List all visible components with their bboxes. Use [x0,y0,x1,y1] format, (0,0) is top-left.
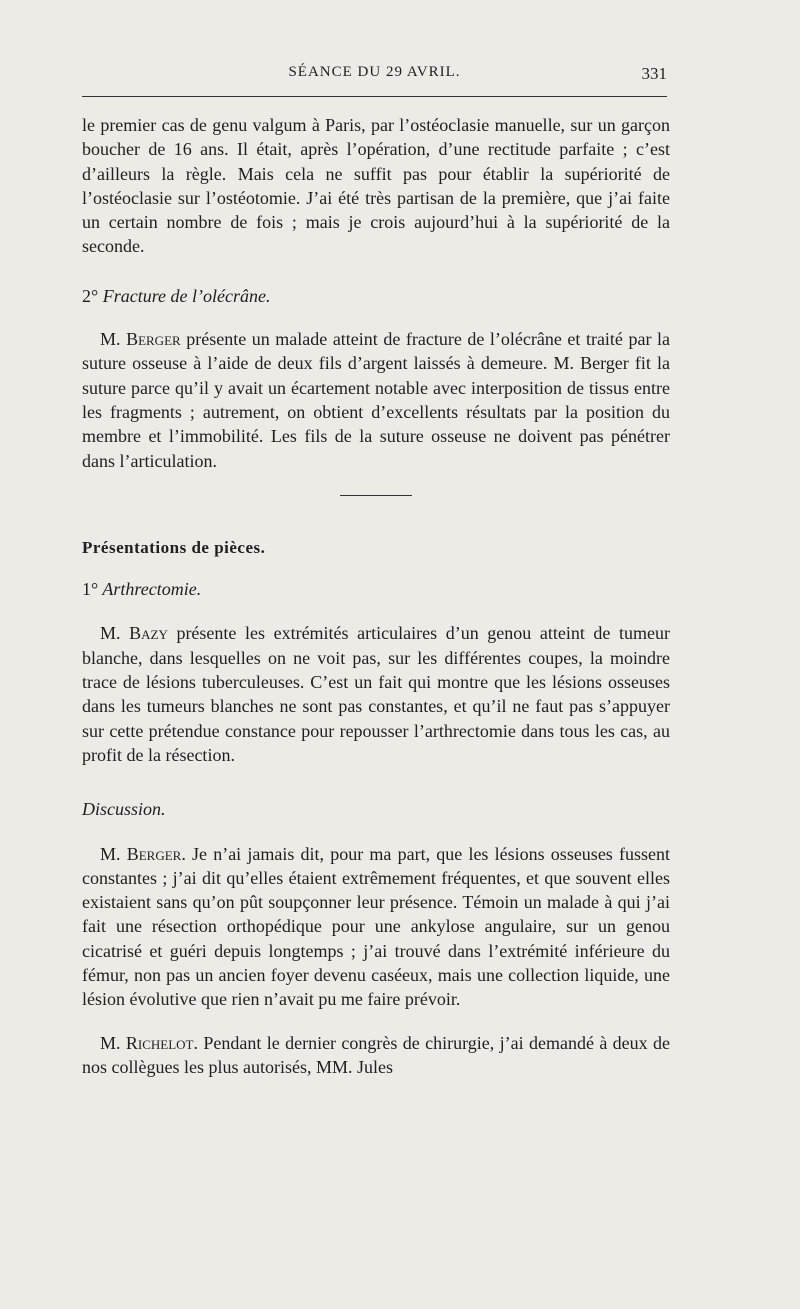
speaker-name: Berger [126,329,181,350]
heading-discussion: Discussion. [82,799,166,820]
section-heading-fracture [82,284,670,308]
speaker-prefix: M. [100,329,121,350]
paragraph-berger-fracture [82,327,670,473]
paragraph-text: présente un malade atteint de fracture de l’olécrâne et traité par la suture osseuse à l’aide de deux fils d’argent laissés à demeure. M. Berger fit la suture parce qu’il y avait un écartement notable avec interposition de tissus entre les fragments ; autrement, on obtient d’excellents résultats par la position du membre et l’immobilité. Les fils de la suture osseuse ne doivent pas pénétrer dans l’articulation. [82,329,670,471]
speaker-prefix: M. [100,623,121,644]
header-rule [82,96,667,97]
speaker-name: Richelot. [125,1032,198,1053]
paragraph-text: présente les extrémités articulaires d’un genou atteint de tumeur blanche, dans lesquelles on ne voit pas, sur les différentes coupes, la moindre trace de lésions tuberculeuses. C’est un fait qui montre que les lésions osseuses dans les tumeurs blanches ne sont pas constantes, et qu’il ne faut pas s’appuyer sur cette prétendue constance pour repousser l’arthrectomie dans tous les cas, au profit de la résection. [82,623,671,765]
paragraph-bazy [82,621,670,767]
section-heading-arthrectomie [82,577,670,601]
paragraph-richelot [82,1031,670,1080]
paragraph-berger-discussion [82,842,670,1012]
speaker-name: Bazy [129,623,168,644]
section-number: 1° [82,579,99,600]
body-text [82,113,670,1079]
section-separator [340,495,412,496]
running-title: SÉANCE DU 29 AVRIL. [288,64,461,80]
speaker-prefix: M. [100,843,121,864]
section-number: 2° [82,285,99,306]
section-title: Arthrectomie. [102,579,202,600]
paragraph-osteoclasie: le premier cas de genu valgum à Paris, par l’ostéoclasie manuelle, sur un garçon boucher de 16 ans. Il était, après l’opération, d’une rectitude parfaite ; c’est d’ailleurs la règle. Mais cela ne suffit pas pour établir la supériorité de l’ostéoclasie sur l’ostéotomie. J’ai été très partisan de la première, que j’ai faite un certain nombre de fois ; mais je crois aujourd’hui à la supériorité de la seconde. [82,115,670,257]
section-title: Fracture de l’olécrâne. [102,285,271,306]
heading-presentations: Présentations de pièces. [82,537,266,557]
page-number: 331 [641,64,667,83]
speaker-prefix: M. [100,1032,121,1053]
paragraph-text: Je n’ai jamais dit, pour ma part, que les lésions osseuses fussent constantes ; j’ai dit qu’elles étaient extrêmement fréquentes, et que souvent elles existaient sans qu’on pût soupçonner leur présence. Témoin un malade à qui j’ai fait une résection orthopédique pour une ankylose angulaire, sur un genou cicatrisé et guéri depuis longtemps ; j’ai trouvé dans l’extrémité inférieure du fémur, non pas un ancien foyer devenu caséeux, mais une collection liquide, une lésion évolutive que rien n’avait pu me faire prévoir. [82,843,670,1010]
paragraph-text: Pendant le dernier congrès de chirurgie, j’ai demandé à deux de nos collègues les plus autorisés, MM. Jules [82,1032,671,1077]
page-header [82,64,667,88]
speaker-name: Berger. [126,843,186,864]
